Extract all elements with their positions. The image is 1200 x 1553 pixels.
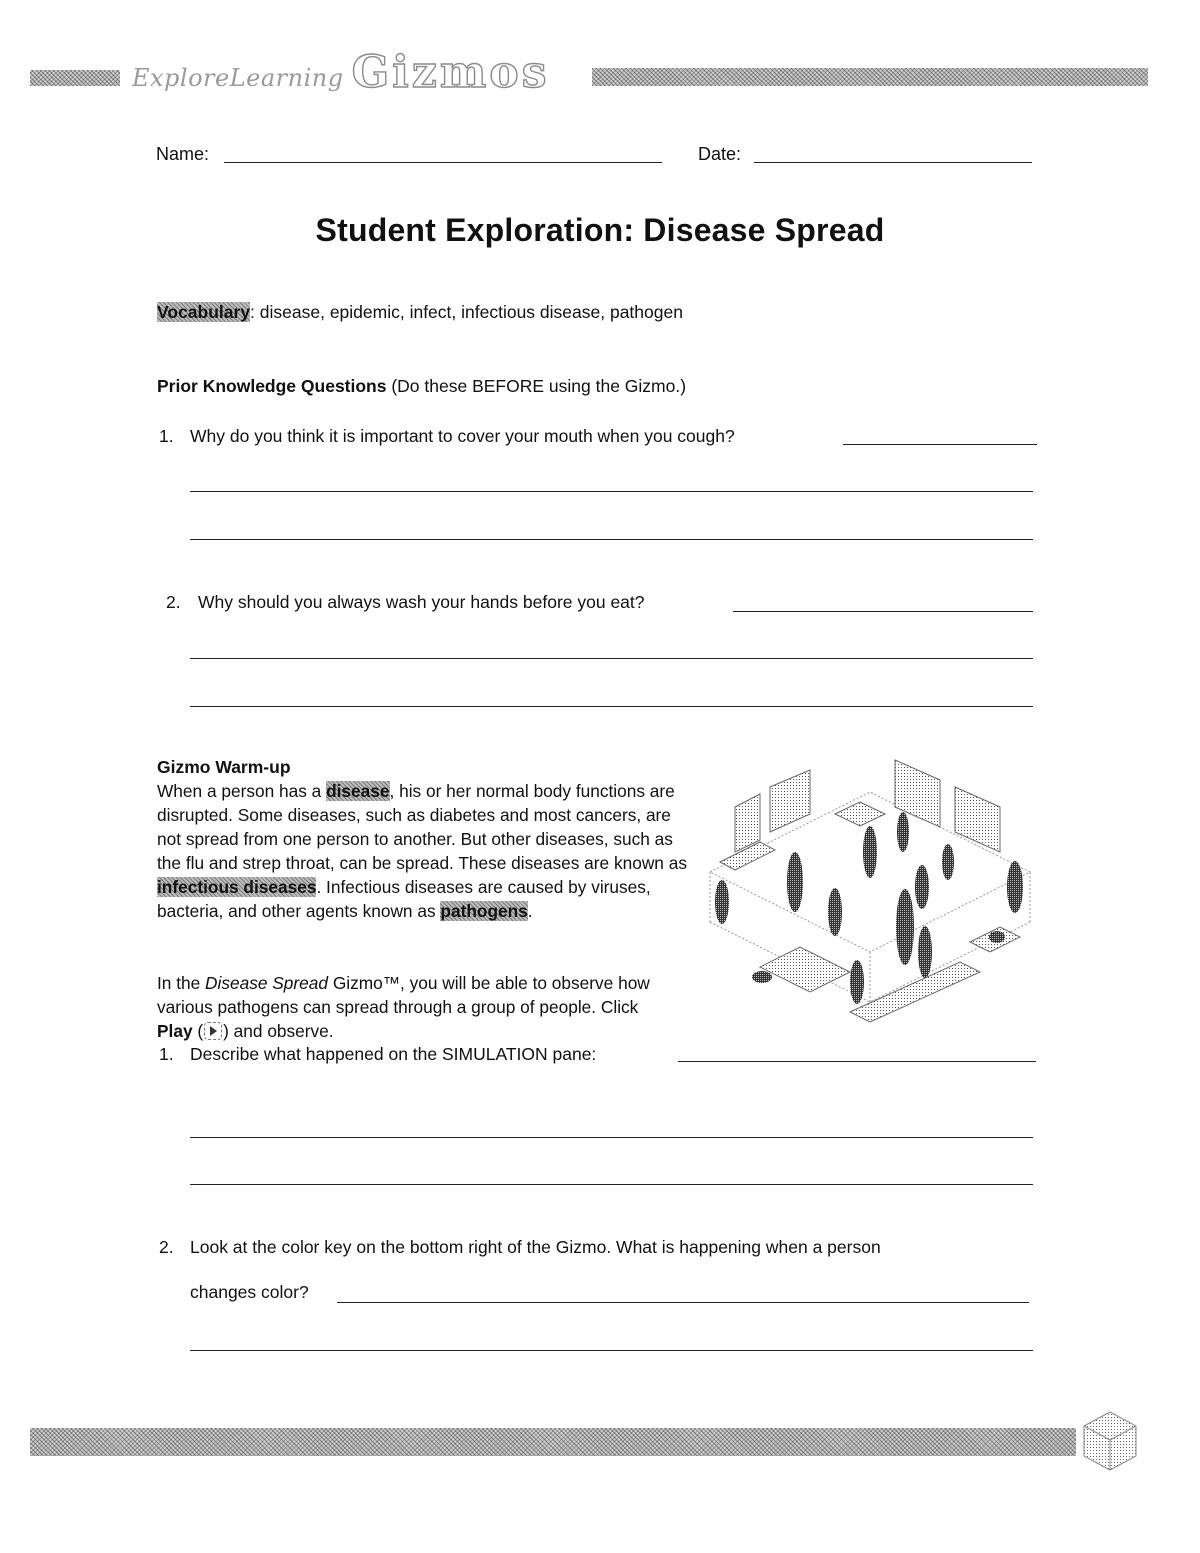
pk-question-1-number: 1.	[159, 426, 174, 446]
play-icon	[204, 1022, 222, 1040]
brand-gizmos-text: Gizmos	[351, 47, 550, 98]
date-label: Date:	[698, 144, 742, 164]
pk-answer-2-line-3[interactable]	[190, 706, 1033, 707]
warmup-paragraph-1	[157, 779, 690, 923]
warmup-answer-1-line-2[interactable]	[190, 1137, 1033, 1138]
warmup-p2-text-b: Gizmo™, you will be able to observe how various pathogens can spread through a group of people. Click	[157, 973, 650, 1017]
vocabulary-label: Vocabulary	[157, 302, 251, 322]
pk-question-2-text: Why should you always wash your hands before you eat?	[198, 592, 645, 612]
term-infectious-diseases: infectious diseases	[157, 877, 317, 897]
warmup-p2-text-d: ) and observe.	[223, 1021, 334, 1041]
warmup-question-2-number: 2.	[159, 1237, 174, 1257]
cube-logo-icon	[1078, 1408, 1142, 1474]
warmup-p1-text-c: . Infectious diseases are caused by viruses, bacteria, and other agents known as	[157, 877, 651, 921]
warmup-heading: Gizmo Warm-up	[157, 757, 291, 777]
header-banner	[30, 47, 1148, 98]
brand-logo	[132, 47, 550, 98]
warmup-answer-1-line-1[interactable]	[678, 1061, 1036, 1062]
simulation-illustration	[700, 752, 1040, 1048]
prior-knowledge-note: (Do these BEFORE using the Gizmo.)	[386, 376, 687, 396]
brand-explore-text: ExploreLearning	[132, 64, 344, 92]
pk-question-1-text: Why do you think it is important to cover your mouth when you cough?	[190, 426, 735, 446]
warmup-p1-text-b: , his or her normal body functions are disrupted. Some diseases, such as diabetes and most cancers, are not spread from one person to another. But other diseases, such as the flu and strep throat, can be spread. These diseases are known as	[157, 781, 687, 873]
warmup-answer-1-line-3[interactable]	[190, 1184, 1033, 1185]
pk-answer-1-line-1[interactable]	[843, 444, 1037, 445]
pk-question-2-number: 2.	[166, 592, 181, 612]
page-title: Student Exploration: Disease Spread	[315, 212, 885, 248]
header-pattern-right	[592, 68, 1148, 86]
term-pathogens: pathogens	[440, 901, 528, 921]
header-pattern-left	[30, 70, 120, 86]
warmup-answer-2-line-2[interactable]	[190, 1350, 1033, 1351]
term-disease: disease	[326, 781, 390, 801]
prior-knowledge-heading-line	[157, 374, 1037, 398]
warmup-question-1-number: 1.	[159, 1044, 174, 1064]
warmup-p1-text-a: When a person has a	[157, 781, 327, 801]
date-field[interactable]	[754, 162, 1032, 163]
vocabulary-terms: : disease, epidemic, infect, infectious disease, pathogen	[250, 302, 683, 322]
warmup-p2-text-c: (	[192, 1021, 204, 1041]
warmup-p1-text-d: .	[527, 901, 533, 921]
warmup-question-2-text: Look at the color key on the bottom right of the Gizmo. What is happening when a person	[190, 1237, 881, 1257]
pk-answer-2-line-1[interactable]	[733, 611, 1033, 612]
name-field[interactable]	[224, 162, 662, 163]
pk-answer-1-line-2[interactable]	[190, 491, 1033, 492]
prior-knowledge-heading: Prior Knowledge Questions	[157, 376, 387, 396]
pk-answer-2-line-2[interactable]	[190, 658, 1033, 659]
warmup-answer-2-line-1[interactable]	[337, 1302, 1029, 1303]
vocabulary-line	[157, 300, 1037, 324]
warmup-question-2-text-continued: changes color?	[190, 1282, 309, 1302]
name-label: Name:	[156, 144, 210, 164]
play-label: Play	[157, 1021, 193, 1041]
gizmo-name: Disease Spread	[205, 973, 329, 993]
footer-banner	[30, 1428, 1076, 1456]
warmup-question-1-text: Describe what happened on the SIMULATION pane:	[190, 1044, 597, 1064]
warmup-paragraph-2	[157, 971, 677, 1043]
pk-answer-1-line-3[interactable]	[190, 539, 1033, 540]
warmup-p2-text-a: In the	[157, 973, 206, 993]
